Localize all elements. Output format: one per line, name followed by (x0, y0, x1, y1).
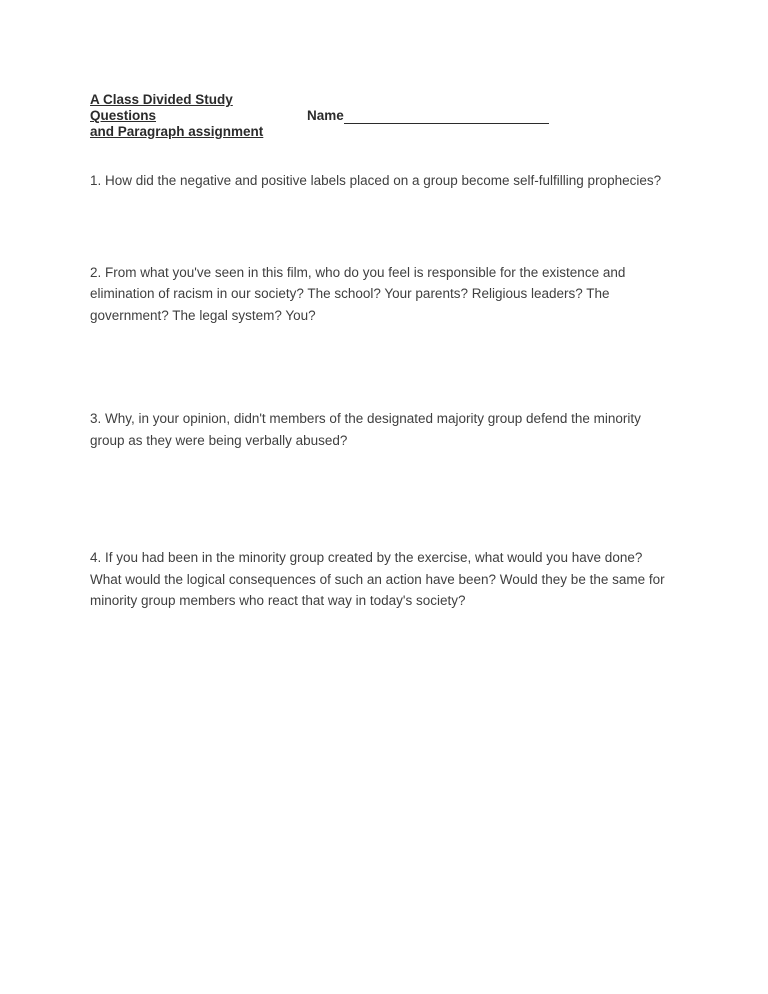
question-2: 2. From what you've seen in this film, who do you feel is responsible for the existence and elimination of racism in our society? The school? Your parents? Religious leaders? The government? The legal system? You? (90, 264, 626, 323)
document-title-line-1: A Class Divided Study (90, 92, 233, 107)
document-title-line-3: and Paragraph assignment (90, 124, 264, 139)
title-row-3 (90, 124, 670, 140)
question-4: 4. If you had been in the minority group created by the exercise, what would you have done? What would the logical consequences of such an action have been? Would they be the same for minority group members who react that way in today's society? (90, 550, 665, 608)
question-1: 1. How did the negative and positive labels placed on a group become self-fulfilling prophecies? (90, 173, 662, 188)
title-row-2 (90, 108, 670, 124)
title-row-1 (90, 92, 670, 108)
name-label: Name (307, 108, 344, 123)
page-content (90, 92, 670, 612)
document-title-line-2: Questions (90, 108, 157, 123)
document-header (90, 92, 670, 140)
name-blank-line (344, 110, 549, 124)
question-list (90, 170, 670, 612)
question-3: 3. Why, in your opinion, didn't members of the designated majority group defend the minority group as they were being verbally abused? (90, 411, 641, 448)
name-field-group (307, 108, 549, 124)
